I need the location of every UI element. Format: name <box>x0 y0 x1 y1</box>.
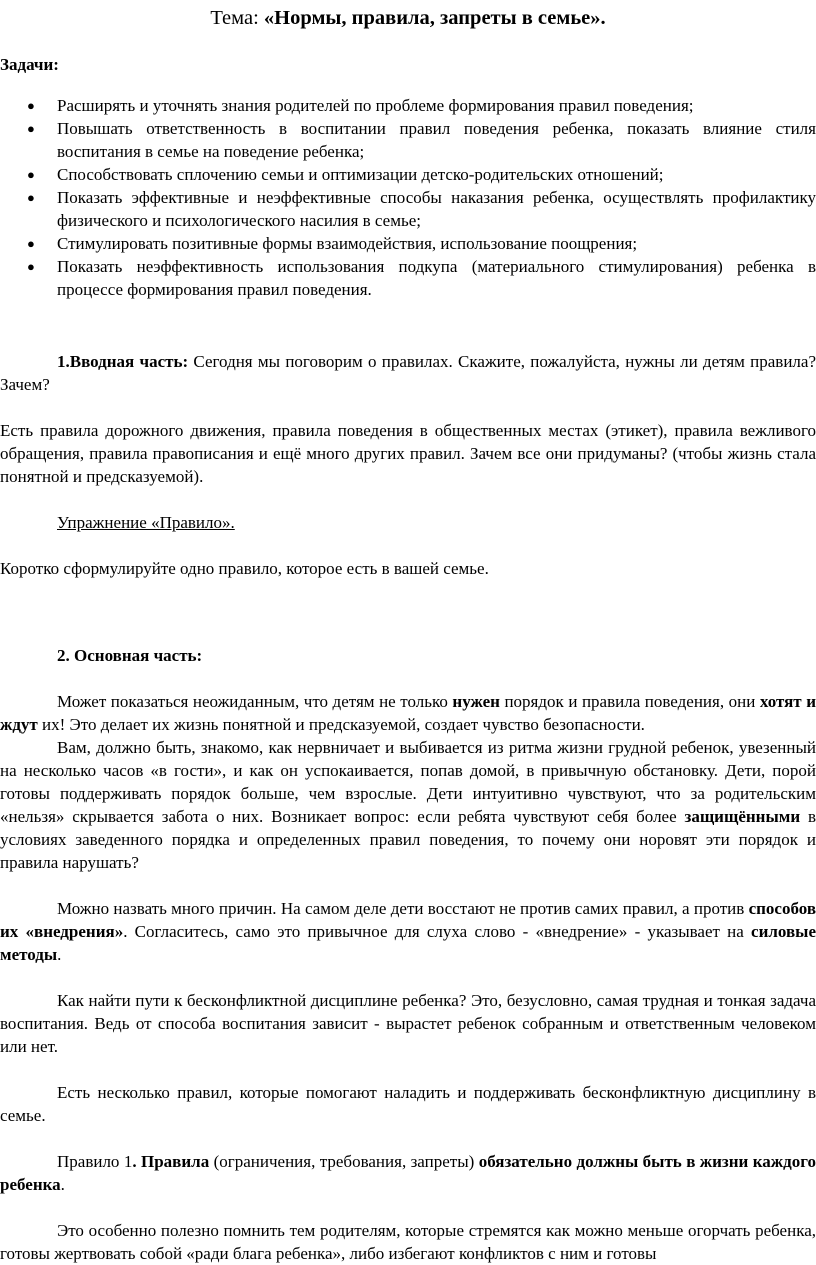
task-text: Повышать ответственность в воспитании правил поведения ребенка, показать влияние стиля воспитания в семье на поведение ребенка; <box>57 119 816 161</box>
bullet-icon: ● <box>27 98 35 113</box>
text-run: их! Это делает их жизнь понятной и предсказуемой, создает чувство безопасности. <box>37 715 645 734</box>
tasks-heading: Задачи: <box>0 55 59 74</box>
exercise-paragraph <box>0 511 816 534</box>
bullet-icon: ● <box>27 190 35 205</box>
list-item <box>0 94 816 117</box>
emphasis-text: . Правила <box>132 1152 210 1171</box>
task-text: Показать эффективные и неэффективные способы наказания ребенка, осуществлять профилактику физического и психологического насилия в семье; <box>57 188 816 230</box>
list-item <box>0 163 816 186</box>
text-run: (ограничения, требования, запреты) <box>209 1152 479 1171</box>
list-item <box>0 232 816 255</box>
emphasis-text: силовые методы <box>0 922 816 964</box>
intro-text: Сегодня мы поговорим о правилах. Скажите, пожалуйста, нужны ли детям правила? Зачем? <box>0 352 816 394</box>
main-paragraph-5: Есть несколько правил, которые помогают наладить и поддерживать бесконфликтную дисциплину в семье. <box>0 1083 816 1125</box>
emphasis-text: обязательно должны быть в жизни каждого ребенка <box>0 1152 816 1194</box>
title-topic: «Нормы, правила, запреты в семье». <box>263 7 606 29</box>
exercise-text: Коротко сформулируйте одно правило, которое есть в вашей семье. <box>0 559 489 578</box>
task-text: Показать неэффективность использования подкупа (материального стимулирования) ребенка в процессе формирования правил поведения. <box>57 257 816 299</box>
tasks-list <box>0 94 816 301</box>
emphasis-text: хотят и ждут <box>0 692 816 734</box>
emphasis-text: нужен <box>452 692 500 711</box>
intro-paragraph <box>0 350 816 396</box>
list-item <box>0 117 816 163</box>
text-run: . <box>57 945 62 964</box>
task-text: Стимулировать позитивные формы взаимодействия, использование поощрения; <box>57 234 638 253</box>
rule-number: Правило 1 <box>57 1152 133 1171</box>
emphasis-text: защищёнными <box>684 807 801 826</box>
task-text: Способствовать сплочению семьи и оптимизации детско-родительских отношений; <box>57 165 664 184</box>
bullet-icon: ● <box>27 121 35 136</box>
text-run: Можно назвать много причин. На самом деле дети восстают не против самих правил, а против <box>57 899 749 918</box>
main-paragraph-2 <box>0 736 816 874</box>
text-run: . <box>60 1175 65 1194</box>
rules-paragraph: Есть правила дорожного движения, правила поведения в общественных местах (этикет), правила вежливого обращения, правила правописания и ещё много других правил. Зачем все они придуманы? (чтобы жизнь стала понятной и предсказуемой). <box>0 421 816 486</box>
emphasis-text: способов их «внедрения» <box>0 899 816 941</box>
bullet-icon: ● <box>27 167 35 182</box>
text-run: в условиях заведенного порядка и определенных правил поведения, то почему они норовят эти порядок и правила нарушать? <box>0 807 816 872</box>
intro-heading: 1.Вводная часть: <box>57 352 189 371</box>
list-item <box>0 186 816 232</box>
main-paragraph-3 <box>0 897 816 966</box>
text-run: . Согласитесь, само это привычное для слуха слово - «внедрение» - указывает на <box>123 922 752 941</box>
bullet-icon: ● <box>27 259 35 274</box>
main-heading: 2. Основная часть: <box>57 646 203 665</box>
main-paragraph-6: Это особенно полезно помнить тем родителям, которые стремятся как можно меньше огорчать ребенка, готовы жертвовать собой «ради блага ребенка», либо избегают конфликтов с ним и готовы <box>0 1221 816 1263</box>
title-lead: Тема: <box>210 7 264 29</box>
bullet-icon: ● <box>27 236 35 251</box>
text-run: Вам, должно быть, знакомо, как нервничает и выбивается из ритма жизни грудной ребенок, увезенный на несколько часов «в гости», и как он успокаивается, попав домой, в привычную обстановку. Дети, порой готовы поддерживать порядок больше, чем взрослые. Дети интуитивно чувствуют, что за родительским «нельзя» скрывается забота о них. Возникает вопрос: если ребята чувствуют себя более <box>0 738 816 826</box>
rule-1-paragraph <box>0 1150 816 1196</box>
list-item <box>0 255 816 301</box>
task-text: Расширять и уточнять знания родителей по проблеме формирования правил поведения; <box>57 96 694 115</box>
main-heading-paragraph <box>0 644 816 667</box>
main-paragraph-1 <box>0 690 816 736</box>
text-run: Может показаться неожиданным, что детям не только <box>57 692 453 711</box>
exercise-title: Упражнение «Правило». <box>57 513 235 532</box>
text-run: порядок и правила поведения, они <box>499 692 760 711</box>
main-paragraph-4: Как найти пути к бесконфликтной дисциплине ребенка? Это, безусловно, самая трудная и тонкая задача воспитания. Ведь от способа воспитания зависит - вырастет ребенок собранным и ответственным человеком или нет. <box>0 991 816 1056</box>
document-title <box>0 0 816 30</box>
